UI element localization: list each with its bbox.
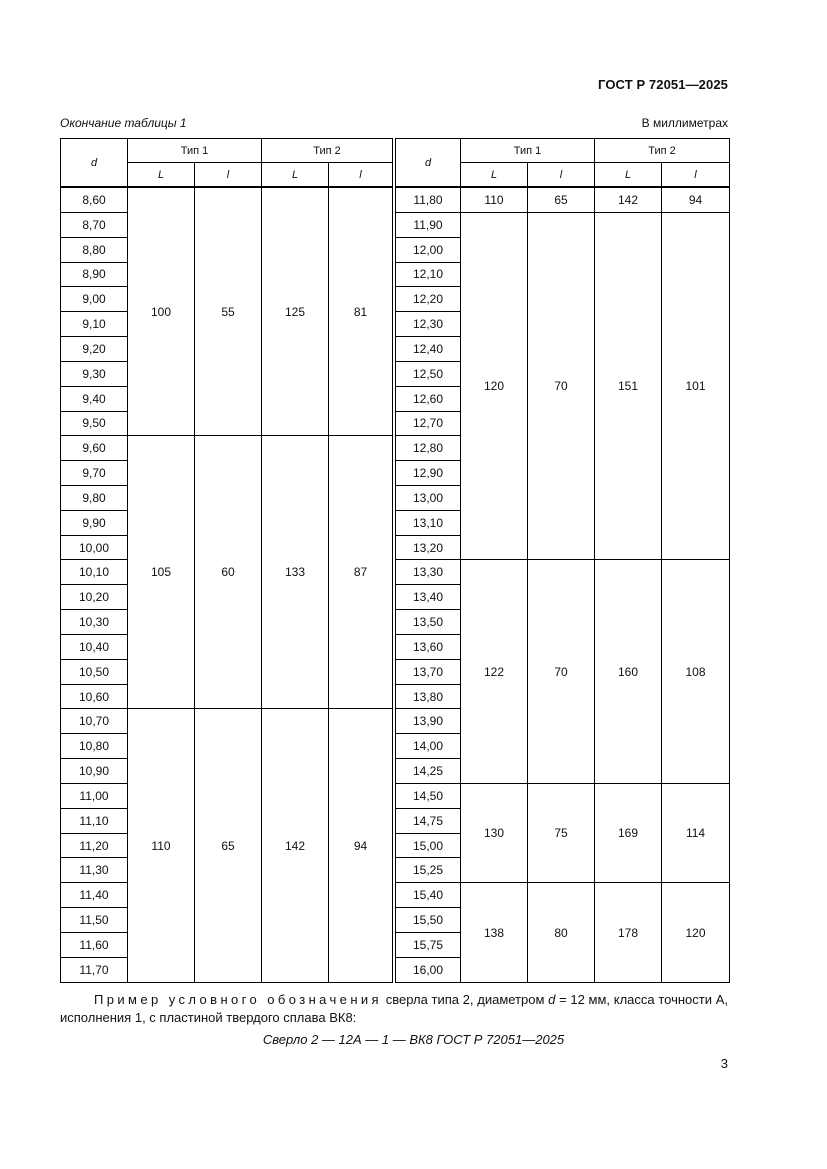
table-row (396, 212, 730, 237)
diameter-cell: 12,20 (396, 287, 461, 312)
header-L-type1: L (461, 163, 528, 188)
diameter-cell: 9,50 (61, 411, 128, 436)
diameter-cell: 10,60 (61, 684, 128, 709)
diameter-cell: 12,70 (396, 411, 461, 436)
diameter-cell: 11,90 (396, 212, 461, 237)
diameter-cell: 11,60 (61, 932, 128, 957)
diameter-cell: 13,20 (396, 535, 461, 560)
example-d-symbol: d (548, 992, 556, 1007)
value-cell-L1: 105 (128, 436, 195, 709)
value-cell-L1: 120 (461, 212, 528, 560)
value-cell-l2: 114 (662, 783, 730, 882)
value-cell-L2: 142 (595, 187, 662, 212)
diameter-cell: 10,00 (61, 535, 128, 560)
diameter-cell: 14,50 (396, 783, 461, 808)
diameter-cell: 13,50 (396, 610, 461, 635)
diameter-cell: 12,30 (396, 312, 461, 337)
units-caption: В миллиметрах (641, 116, 728, 130)
diameter-cell: 13,90 (396, 709, 461, 734)
value-cell-l2: 94 (662, 187, 730, 212)
header-type2: Тип 2 (262, 139, 393, 163)
value-cell-L1: 100 (128, 187, 195, 436)
value-cell-L2: 178 (595, 883, 662, 983)
diameter-cell: 15,40 (396, 883, 461, 908)
diameter-cell: 10,30 (61, 610, 128, 635)
value-cell-L1: 110 (128, 709, 195, 983)
diameter-cell: 10,10 (61, 560, 128, 585)
value-cell-L2: 160 (595, 560, 662, 783)
value-cell-l1: 75 (528, 783, 595, 882)
diameter-cell: 11,80 (396, 187, 461, 212)
diameter-cell: 15,25 (396, 858, 461, 883)
value-cell-l1: 65 (528, 187, 595, 212)
table-row (396, 187, 730, 212)
example-text-a: сверла типа 2, диаметром (382, 992, 549, 1007)
header-L-type2: L (262, 163, 329, 188)
diameter-cell: 12,50 (396, 361, 461, 386)
table-row (396, 560, 730, 585)
diameter-cell: 12,90 (396, 461, 461, 486)
value-cell-l1: 65 (195, 709, 262, 983)
header-l-type2: l (329, 163, 393, 188)
value-cell-L2: 151 (595, 212, 662, 560)
table-continuation-caption: Окончание таблицы 1 (60, 116, 187, 130)
diameter-cell: 12,80 (396, 436, 461, 461)
designation-example: Сверло 2 — 12А — 1 — ВК8 ГОСТ Р 72051—2025 (262, 1032, 565, 1047)
value-cell-L1: 138 (461, 883, 528, 983)
diameter-cell: 8,60 (61, 187, 128, 212)
diameter-cell: 13,40 (396, 585, 461, 610)
value-cell-l1: 55 (195, 187, 262, 436)
diameter-cell: 15,50 (396, 908, 461, 933)
header-l-type2: l (662, 163, 730, 188)
diameter-cell: 9,00 (61, 287, 128, 312)
header-type2: Тип 2 (595, 139, 730, 163)
value-cell-l2: 120 (662, 883, 730, 983)
diameter-cell: 10,20 (61, 585, 128, 610)
diameter-cell: 13,00 (396, 486, 461, 511)
diameter-cell: 11,50 (61, 908, 128, 933)
diameter-cell: 13,30 (396, 560, 461, 585)
diameter-cell: 9,90 (61, 510, 128, 535)
diameter-cell: 9,40 (61, 386, 128, 411)
header-type1: Тип 1 (461, 139, 595, 163)
diameter-cell: 13,60 (396, 634, 461, 659)
standard-header: ГОСТ Р 72051—2025 (598, 77, 728, 92)
table-row (61, 187, 393, 212)
diameter-cell: 13,80 (396, 684, 461, 709)
dimensions-table-left (60, 138, 393, 983)
value-cell-l2: 87 (329, 436, 393, 709)
value-cell-l2: 94 (329, 709, 393, 983)
table-row (61, 436, 393, 461)
diameter-cell: 11,40 (61, 883, 128, 908)
diameter-cell: 9,30 (61, 361, 128, 386)
diameter-cell: 11,70 (61, 957, 128, 982)
value-cell-l1: 80 (528, 883, 595, 983)
diameter-cell: 10,50 (61, 659, 128, 684)
value-cell-l2: 108 (662, 560, 730, 783)
diameter-cell: 12,40 (396, 337, 461, 362)
diameter-cell: 9,20 (61, 337, 128, 362)
diameter-cell: 11,00 (61, 783, 128, 808)
diameter-cell: 14,00 (396, 734, 461, 759)
header-L-type1: L (128, 163, 195, 188)
dimensions-table-right (395, 138, 730, 983)
diameter-cell: 12,60 (396, 386, 461, 411)
table-row (396, 883, 730, 908)
diameter-cell: 12,10 (396, 262, 461, 287)
diameter-cell: 16,00 (396, 957, 461, 982)
table-row (396, 783, 730, 808)
header-type1: Тип 1 (128, 139, 262, 163)
diameter-cell: 9,60 (61, 436, 128, 461)
diameter-cell: 10,90 (61, 759, 128, 784)
diameter-cell: 8,90 (61, 262, 128, 287)
diameter-cell: 11,20 (61, 833, 128, 858)
value-cell-l2: 81 (329, 187, 393, 436)
diameter-cell: 10,80 (61, 734, 128, 759)
value-cell-L2: 133 (262, 436, 329, 709)
diameter-cell: 13,70 (396, 659, 461, 684)
diameter-cell: 15,75 (396, 932, 461, 957)
value-cell-L2: 125 (262, 187, 329, 436)
value-cell-l2: 101 (662, 212, 730, 560)
header-l-type1: l (528, 163, 595, 188)
value-cell-l1: 70 (528, 560, 595, 783)
value-cell-L2: 142 (262, 709, 329, 983)
value-cell-L1: 110 (461, 187, 528, 212)
diameter-cell: 14,25 (396, 759, 461, 784)
diameter-cell: 8,70 (61, 212, 128, 237)
page-number: 3 (720, 1056, 728, 1071)
diameter-cell: 9,10 (61, 312, 128, 337)
diameter-cell: 10,70 (61, 709, 128, 734)
example-paragraph (60, 991, 728, 1027)
diameter-cell: 12,00 (396, 237, 461, 262)
diameter-cell: 14,75 (396, 808, 461, 833)
header-d: d (61, 139, 128, 188)
header-L-type2: L (595, 163, 662, 188)
diameter-cell: 15,00 (396, 833, 461, 858)
header-l-type1: l (195, 163, 262, 188)
diameter-cell: 10,40 (61, 634, 128, 659)
diameter-cell: 11,30 (61, 858, 128, 883)
diameter-cell: 11,10 (61, 808, 128, 833)
value-cell-L1: 130 (461, 783, 528, 882)
value-cell-L1: 122 (461, 560, 528, 783)
diameter-cell: 13,10 (396, 510, 461, 535)
value-cell-l1: 70 (528, 212, 595, 560)
table-row (61, 709, 393, 734)
header-d: d (396, 139, 461, 188)
example-lead: Пример условного обозначения (94, 992, 382, 1007)
value-cell-L2: 169 (595, 783, 662, 882)
diameter-cell: 8,80 (61, 237, 128, 262)
diameter-cell: 9,70 (61, 461, 128, 486)
diameter-cell: 9,80 (61, 486, 128, 511)
example-text-b: = 12 мм, класса точности А, исполнения 1, с пластиной твердого сплава ВК8: (60, 992, 728, 1025)
value-cell-l1: 60 (195, 436, 262, 709)
